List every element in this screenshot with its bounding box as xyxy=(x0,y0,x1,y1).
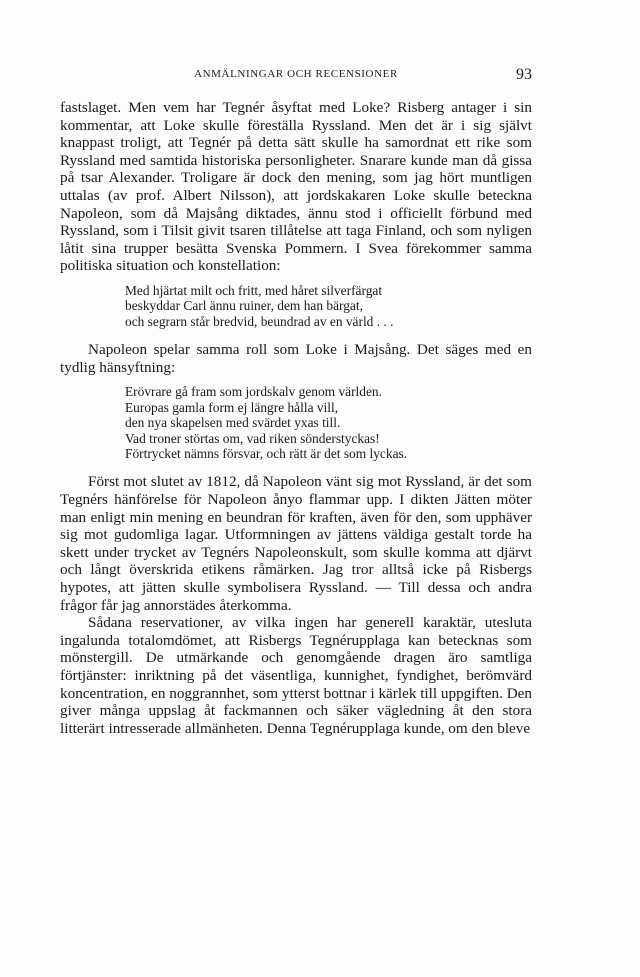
verse-line: och segrarn står bredvid, beundrad av en värld . . . xyxy=(125,313,394,329)
body-text xyxy=(60,99,532,737)
verse-line: den nya skapelsen med svärdet yxas till. xyxy=(125,415,341,431)
verse-line: beskyddar Carl ännu ruiner, dem han bärgat, xyxy=(125,298,363,314)
verse-line: Med hjärtat milt och fritt, med håret silverfärgat xyxy=(125,282,383,298)
paragraph: fastslaget. Men vem har Tegnér åsyftat med Loke? Risberg antager i sin kommentar, att Loke skulle föreställa Ryssland. Men det är i sig självt knappast troligt, att Tegnér på detta sätt skulle ha samordnat ett rike som Ryssland med samtida historiska personligheter. Snarare kunde man då gissa på tsar Alexander. Troligare är dock den mening, som jag hört muntligen uttalas (av prof. Albert Nilsson), att jordskakaren Loke skulle beteckna Napoleon, som då Majsång diktades, ännu stod i officiellt förbund med Ryssland, som i Tilsit givit tsaren tillåtelse att taga Finland, och som nyligen låtit sina trupper besätta Svenska Pommern. I Svea förekommer samma politiska situation och konstellation: xyxy=(60,99,532,275)
verse-line: Erövrare gå fram som jordskalv genom världen. xyxy=(125,384,382,400)
verse-line: Europas gamla form ej längre hålla vill, xyxy=(125,399,339,415)
page-header xyxy=(60,66,532,86)
paragraph: Napoleon spelar samma roll som Loke i Majsång. Det säges med en tydlig hänsyftning: xyxy=(60,341,532,376)
paragraph: Först mot slutet av 1812, då Napoleon vänt sig mot Ryssland, är det som Tegnérs hänförelse för Napoleon ånyo flammar upp. I dikten Jätten möter man enligt min mening en beundran för kraften, även för den, som upphäver sig mot gudomliga lagar. Utformningen av jättens väldiga gestalt torde ha skett under trycket av Tegnérs Napoleonskult, som skulle komma att djärvt och långt överskrida etikens råmärken. Jag tror alltså icke på Risbergs hypotes, att jätten skulle symbolisera Ryssland. — Till dessa och andra frågor får jag annorstädes återkomma. xyxy=(60,473,532,614)
page-number: 93 xyxy=(516,66,532,83)
verse-quote-majsang xyxy=(125,384,532,461)
verse-quote-svea xyxy=(125,283,532,329)
verse-line: Förtrycket nämns försvar, och rätt är det som lyckas. xyxy=(125,445,408,461)
paragraph: Sådana reservationer, av vilka ingen har generell karaktär, utesluta ingalunda totalomdömet, att Risbergs Tegnérupplaga kan betecknas som mönstergill. De utmärkande och genomgående dragen äro samtliga förtjänster: inriktning på det väsentliga, kunnighet, fyndighet, berömvärd koncentration, en noggrannhet, som ytterst bottnar i kärlek till uppgiften. Den giver många uppslag åt fackmannen och säker vägledning åt den stora litterärt intresserade allmänheten. Denna Tegnérupplaga kunde, om den bleve xyxy=(60,614,532,737)
running-head: ANMÄLNINGAR OCH RECENSIONER xyxy=(194,68,398,80)
verse-line: Vad troner störtas om, vad riken sönderstyckas! xyxy=(125,430,380,446)
